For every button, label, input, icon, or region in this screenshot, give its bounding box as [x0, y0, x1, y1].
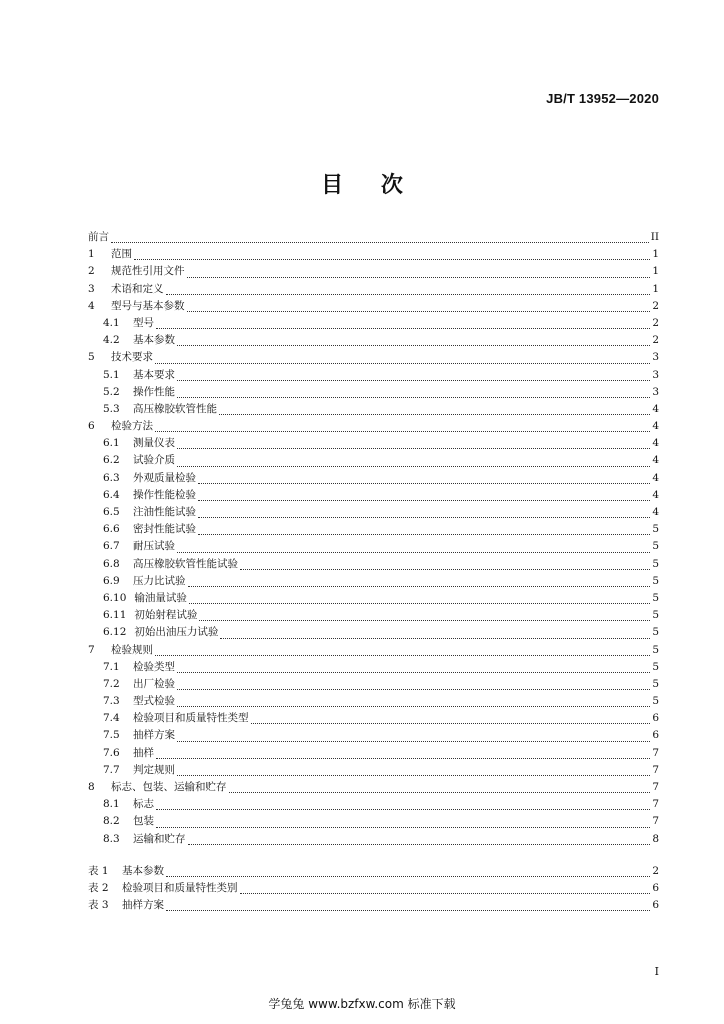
- toc-entry-number: 1: [88, 248, 95, 261]
- toc-entry[interactable]: [88, 246, 659, 263]
- toc-entry-page: 3: [652, 368, 659, 381]
- toc-entry[interactable]: [88, 813, 659, 830]
- toc-entry-page: 7: [652, 763, 659, 776]
- toc-entry-title: 检验项目和质量特性类别: [122, 881, 238, 894]
- toc-entry[interactable]: [88, 831, 659, 848]
- toc-entry[interactable]: [88, 642, 659, 659]
- toc-entry-title: 抽样方案: [133, 729, 175, 742]
- toc-entry[interactable]: [88, 384, 659, 401]
- toc-entry-page: 5: [652, 540, 659, 553]
- toc-entry-page: 4: [652, 402, 659, 415]
- toc-entry-title: 型式检验: [133, 695, 175, 708]
- toc-entry-page: 2: [652, 864, 659, 877]
- toc-entry-page: 3: [652, 385, 659, 398]
- toc-leader-dots: [177, 379, 650, 381]
- toc-entry-page: 1: [652, 282, 659, 295]
- toc-entry-page: 5: [652, 523, 659, 536]
- toc-entry-title: 测量仪表: [133, 437, 175, 450]
- toc-leader-dots: [177, 740, 650, 742]
- toc-entry-number: 5: [88, 351, 95, 364]
- toc-leader-dots: [198, 516, 650, 518]
- toc-entry-page: 6: [652, 881, 659, 894]
- toc-entry[interactable]: [88, 762, 659, 779]
- toc-leader-dots: [198, 499, 650, 501]
- toc-entry-title: 基本要求: [133, 368, 175, 381]
- toc-entry-title: 密封性能试验: [133, 523, 196, 536]
- toc-leader-dots: [177, 705, 650, 707]
- toc-leader-dots: [111, 241, 649, 243]
- toc-entry[interactable]: [88, 452, 659, 469]
- toc-entry-title: 检验类型: [133, 660, 175, 673]
- toc-entry[interactable]: [88, 298, 659, 315]
- toc-entry[interactable]: [88, 863, 659, 880]
- toc-leader-dots: [177, 396, 650, 398]
- toc-leader-dots: [177, 688, 650, 690]
- toc-leader-dots: [156, 826, 650, 828]
- toc-entry-title: 标志、包装、运输和贮存: [111, 781, 227, 793]
- toc-entry-page: 4: [652, 471, 659, 484]
- toc-entry-number: 3: [88, 282, 95, 295]
- toc-entry[interactable]: [88, 556, 659, 573]
- toc-leader-dots: [187, 276, 651, 278]
- toc-entry-title: 检验规则: [111, 643, 153, 656]
- toc-leader-dots: [189, 602, 650, 604]
- toc-entry-page: 5: [652, 591, 659, 604]
- toc-entry-title: 操作性能检验: [133, 488, 196, 501]
- toc-entry-number: 4.2: [103, 334, 120, 347]
- toc-entry[interactable]: [88, 693, 659, 710]
- toc-entry-title: 出厂检验: [133, 677, 175, 690]
- toc-entry-page: 7: [652, 815, 659, 828]
- toc-entry-number: 表 3: [88, 899, 109, 912]
- toc-entry[interactable]: [88, 727, 659, 744]
- toc-leader-dots: [188, 843, 651, 845]
- toc-entry[interactable]: [88, 710, 659, 727]
- toc-leader-dots: [219, 413, 650, 415]
- toc-entry-title: 包装: [133, 815, 154, 828]
- toc-leader-dots: [156, 757, 650, 759]
- toc-entry-title: 范围: [111, 248, 132, 261]
- toc-entry-title: 操作性能: [133, 385, 175, 398]
- toc-entry-title: 高压橡胶软管性能试验: [133, 557, 238, 570]
- toc-entry-number: 6.6: [103, 523, 120, 536]
- toc-entry-number: 6.9: [103, 574, 120, 587]
- toc-entry-title: 抽样: [133, 746, 154, 759]
- toc-entry-page: 5: [652, 609, 659, 622]
- toc-entry-title: 耐压试验: [133, 540, 175, 553]
- toc-entry-title: 检验项目和质量特性类型: [133, 712, 249, 725]
- toc-entry-number: 6.5: [103, 506, 120, 518]
- toc-entry[interactable]: [88, 573, 659, 590]
- standard-code: JB/T 13952—2020: [546, 91, 659, 106]
- toc-entry[interactable]: [88, 607, 659, 624]
- toc-entry-number: 8.3: [103, 832, 120, 845]
- toc-entry-title: 运输和贮存: [133, 832, 186, 845]
- toc-entry-title: 型号: [133, 316, 154, 329]
- toc-entry-number: 表 2: [88, 881, 109, 894]
- toc-entry-page: 5: [652, 677, 659, 690]
- toc-entry-number: 2: [88, 265, 95, 278]
- toc-entry-page: 5: [652, 643, 659, 656]
- toc-entry-number: 6.2: [103, 454, 120, 467]
- toc-entry-title: 抽样方案: [122, 899, 164, 912]
- toc-entry-page: 6: [652, 712, 659, 725]
- toc-entry-title: 检验方法: [111, 420, 153, 433]
- toc-entry-number: 6.11: [103, 609, 127, 622]
- toc-entry-title: 基本参数: [133, 334, 175, 347]
- toc-entry[interactable]: [88, 281, 659, 298]
- toc-entry-page: 2: [652, 316, 659, 329]
- toc-entry-title: 高压橡胶软管性能: [133, 402, 217, 415]
- toc-entry[interactable]: [88, 880, 659, 897]
- toc-entry[interactable]: [88, 745, 659, 762]
- toc-leader-dots: [177, 551, 650, 553]
- toc-entry-number: 8: [88, 781, 95, 793]
- toc-entry[interactable]: [88, 897, 659, 914]
- toc-leader-dots: [188, 585, 651, 587]
- toc-entry-title: 判定规则: [133, 763, 175, 776]
- toc-entry[interactable]: [88, 229, 659, 246]
- toc-leader-dots: [166, 909, 650, 911]
- toc-entry-page: 5: [652, 695, 659, 708]
- toc-entry[interactable]: [88, 796, 659, 813]
- toc-entry[interactable]: [88, 538, 659, 555]
- toc-leader-dots: [198, 482, 650, 484]
- toc-leader-dots: [177, 671, 650, 673]
- toc-entry[interactable]: [88, 504, 659, 521]
- toc-leader-dots: [155, 430, 650, 432]
- toc-leader-dots: [156, 808, 650, 810]
- toc-entry-number: 7.7: [103, 763, 120, 776]
- toc-entry-page: 4: [652, 420, 659, 433]
- toc-leader-dots: [177, 465, 650, 467]
- toc-leader-dots: [198, 533, 650, 535]
- toc-entry-title: 基本参数: [122, 864, 164, 877]
- toc-entry-page: 8: [652, 832, 659, 845]
- toc-leader-dots: [156, 327, 650, 329]
- toc-title: 目 次: [321, 173, 403, 198]
- toc-entry-number: 6.3: [103, 471, 120, 484]
- toc-entry-title: 型号与基本参数: [111, 299, 185, 312]
- toc-leader-dots: [187, 310, 651, 312]
- toc-entry-number: 7.2: [103, 677, 120, 690]
- footer-watermark: 学兔兔 www.bzfxw.com 标准下载: [268, 997, 456, 1011]
- toc-entry-page: 2: [652, 334, 659, 347]
- toc-entry[interactable]: [88, 315, 659, 332]
- toc-leader-dots: [199, 619, 650, 621]
- toc-entry-number: 6.4: [103, 488, 120, 501]
- toc-entry-number: 6.12: [103, 626, 127, 639]
- toc-entry-page: 5: [652, 574, 659, 587]
- toc-leader-dots: [251, 722, 651, 724]
- toc-entry-page: 7: [652, 746, 659, 759]
- page-number: I: [654, 965, 659, 978]
- toc-leader-dots: [177, 447, 650, 449]
- toc-entry-number: 6.7: [103, 540, 120, 553]
- toc-entry-title: 前言: [88, 231, 109, 243]
- toc-entry-number: 5.2: [103, 385, 120, 398]
- toc-entry[interactable]: [88, 263, 659, 280]
- toc-entry-page: 6: [652, 899, 659, 912]
- toc-entry[interactable]: [88, 590, 659, 607]
- toc-entry-title: 术语和定义: [111, 282, 164, 295]
- toc-entry-number: 7.5: [103, 729, 120, 742]
- toc-entry-title: 初始射程试验: [134, 609, 198, 622]
- toc-entry[interactable]: [88, 418, 659, 435]
- toc-entry-page: 1: [652, 265, 659, 278]
- toc-entry[interactable]: [88, 659, 659, 676]
- toc-entry-number: 6.1: [103, 437, 120, 450]
- toc-list: [88, 229, 659, 914]
- toc-entry[interactable]: [88, 676, 659, 693]
- toc-leader-dots: [240, 568, 650, 570]
- toc-entry-title: 注油性能试验: [133, 506, 196, 518]
- toc-entry[interactable]: [88, 349, 659, 366]
- toc-entry[interactable]: [88, 332, 659, 349]
- toc-entry-page: 4: [652, 506, 659, 518]
- toc-entry[interactable]: [88, 624, 659, 641]
- toc-leader-dots: [240, 892, 651, 894]
- toc-entry-title: 标志: [133, 798, 154, 811]
- toc-entry-number: 7.3: [103, 695, 120, 708]
- toc-entry-number: 8.2: [103, 815, 120, 828]
- toc-entry[interactable]: [88, 401, 659, 418]
- toc-entry-number: 8.1: [103, 798, 120, 811]
- toc-entry-page: 5: [652, 660, 659, 673]
- toc-leader-dots: [155, 654, 650, 656]
- toc-leader-dots: [166, 293, 651, 295]
- toc-entry[interactable]: [88, 435, 659, 452]
- toc-entry-page: 2: [652, 299, 659, 312]
- toc-entry-title: 试验介质: [133, 454, 175, 467]
- toc-entry-page: 4: [652, 454, 659, 467]
- toc-entry-title: 规范性引用文件: [111, 265, 185, 278]
- toc-entry[interactable]: [88, 779, 659, 796]
- toc-entry-page: 7: [652, 798, 659, 811]
- toc-entry-page: 6: [652, 729, 659, 742]
- toc-entry-number: 5.3: [103, 402, 120, 415]
- toc-leader-dots: [155, 362, 650, 364]
- toc-leader-dots: [177, 344, 650, 346]
- toc-entry-number: 7.6: [103, 746, 120, 759]
- toc-entry-number: 6.10: [103, 591, 127, 604]
- toc-entry-number: 4: [88, 299, 95, 312]
- toc-entry[interactable]: [88, 487, 659, 504]
- toc-entry-page: II: [650, 231, 659, 243]
- toc-entry-page: 1: [652, 248, 659, 261]
- toc-entry[interactable]: [88, 470, 659, 487]
- toc-leader-dots: [166, 875, 650, 877]
- toc-entry-page: 4: [652, 437, 659, 450]
- toc-entry-title: 压力比试验: [133, 574, 186, 587]
- toc-leader-dots: [134, 258, 650, 260]
- toc-entry-number: 7.1: [103, 660, 120, 673]
- toc-entry-page: 5: [652, 626, 659, 639]
- toc-entry-number: 4.1: [103, 316, 120, 329]
- toc-entry-number: 5.1: [103, 368, 120, 381]
- toc-entry-page: 5: [652, 557, 659, 570]
- toc-entry-number: 7: [88, 643, 95, 656]
- toc-entry-number: 7.4: [103, 712, 120, 725]
- toc-leader-dots: [220, 637, 650, 639]
- toc-entry-number: 6.8: [103, 557, 120, 570]
- toc-leader-dots: [177, 774, 650, 776]
- toc-entry-page: 4: [652, 488, 659, 501]
- toc-entry-title: 输油量试验: [134, 591, 187, 604]
- toc-entry-title: 技术要求: [111, 351, 153, 364]
- toc-entry-title: 外观质量检验: [133, 471, 196, 484]
- toc-entry-title: 初始出油压力试验: [134, 626, 219, 639]
- toc-entry[interactable]: [88, 367, 659, 384]
- toc-leader-dots: [229, 791, 651, 793]
- toc-entry-page: 3: [652, 351, 659, 364]
- toc-entry-number: 表 1: [88, 864, 109, 877]
- toc-entry-number: 6: [88, 420, 95, 433]
- toc-entry-page: 7: [652, 781, 659, 793]
- toc-entry[interactable]: [88, 521, 659, 538]
